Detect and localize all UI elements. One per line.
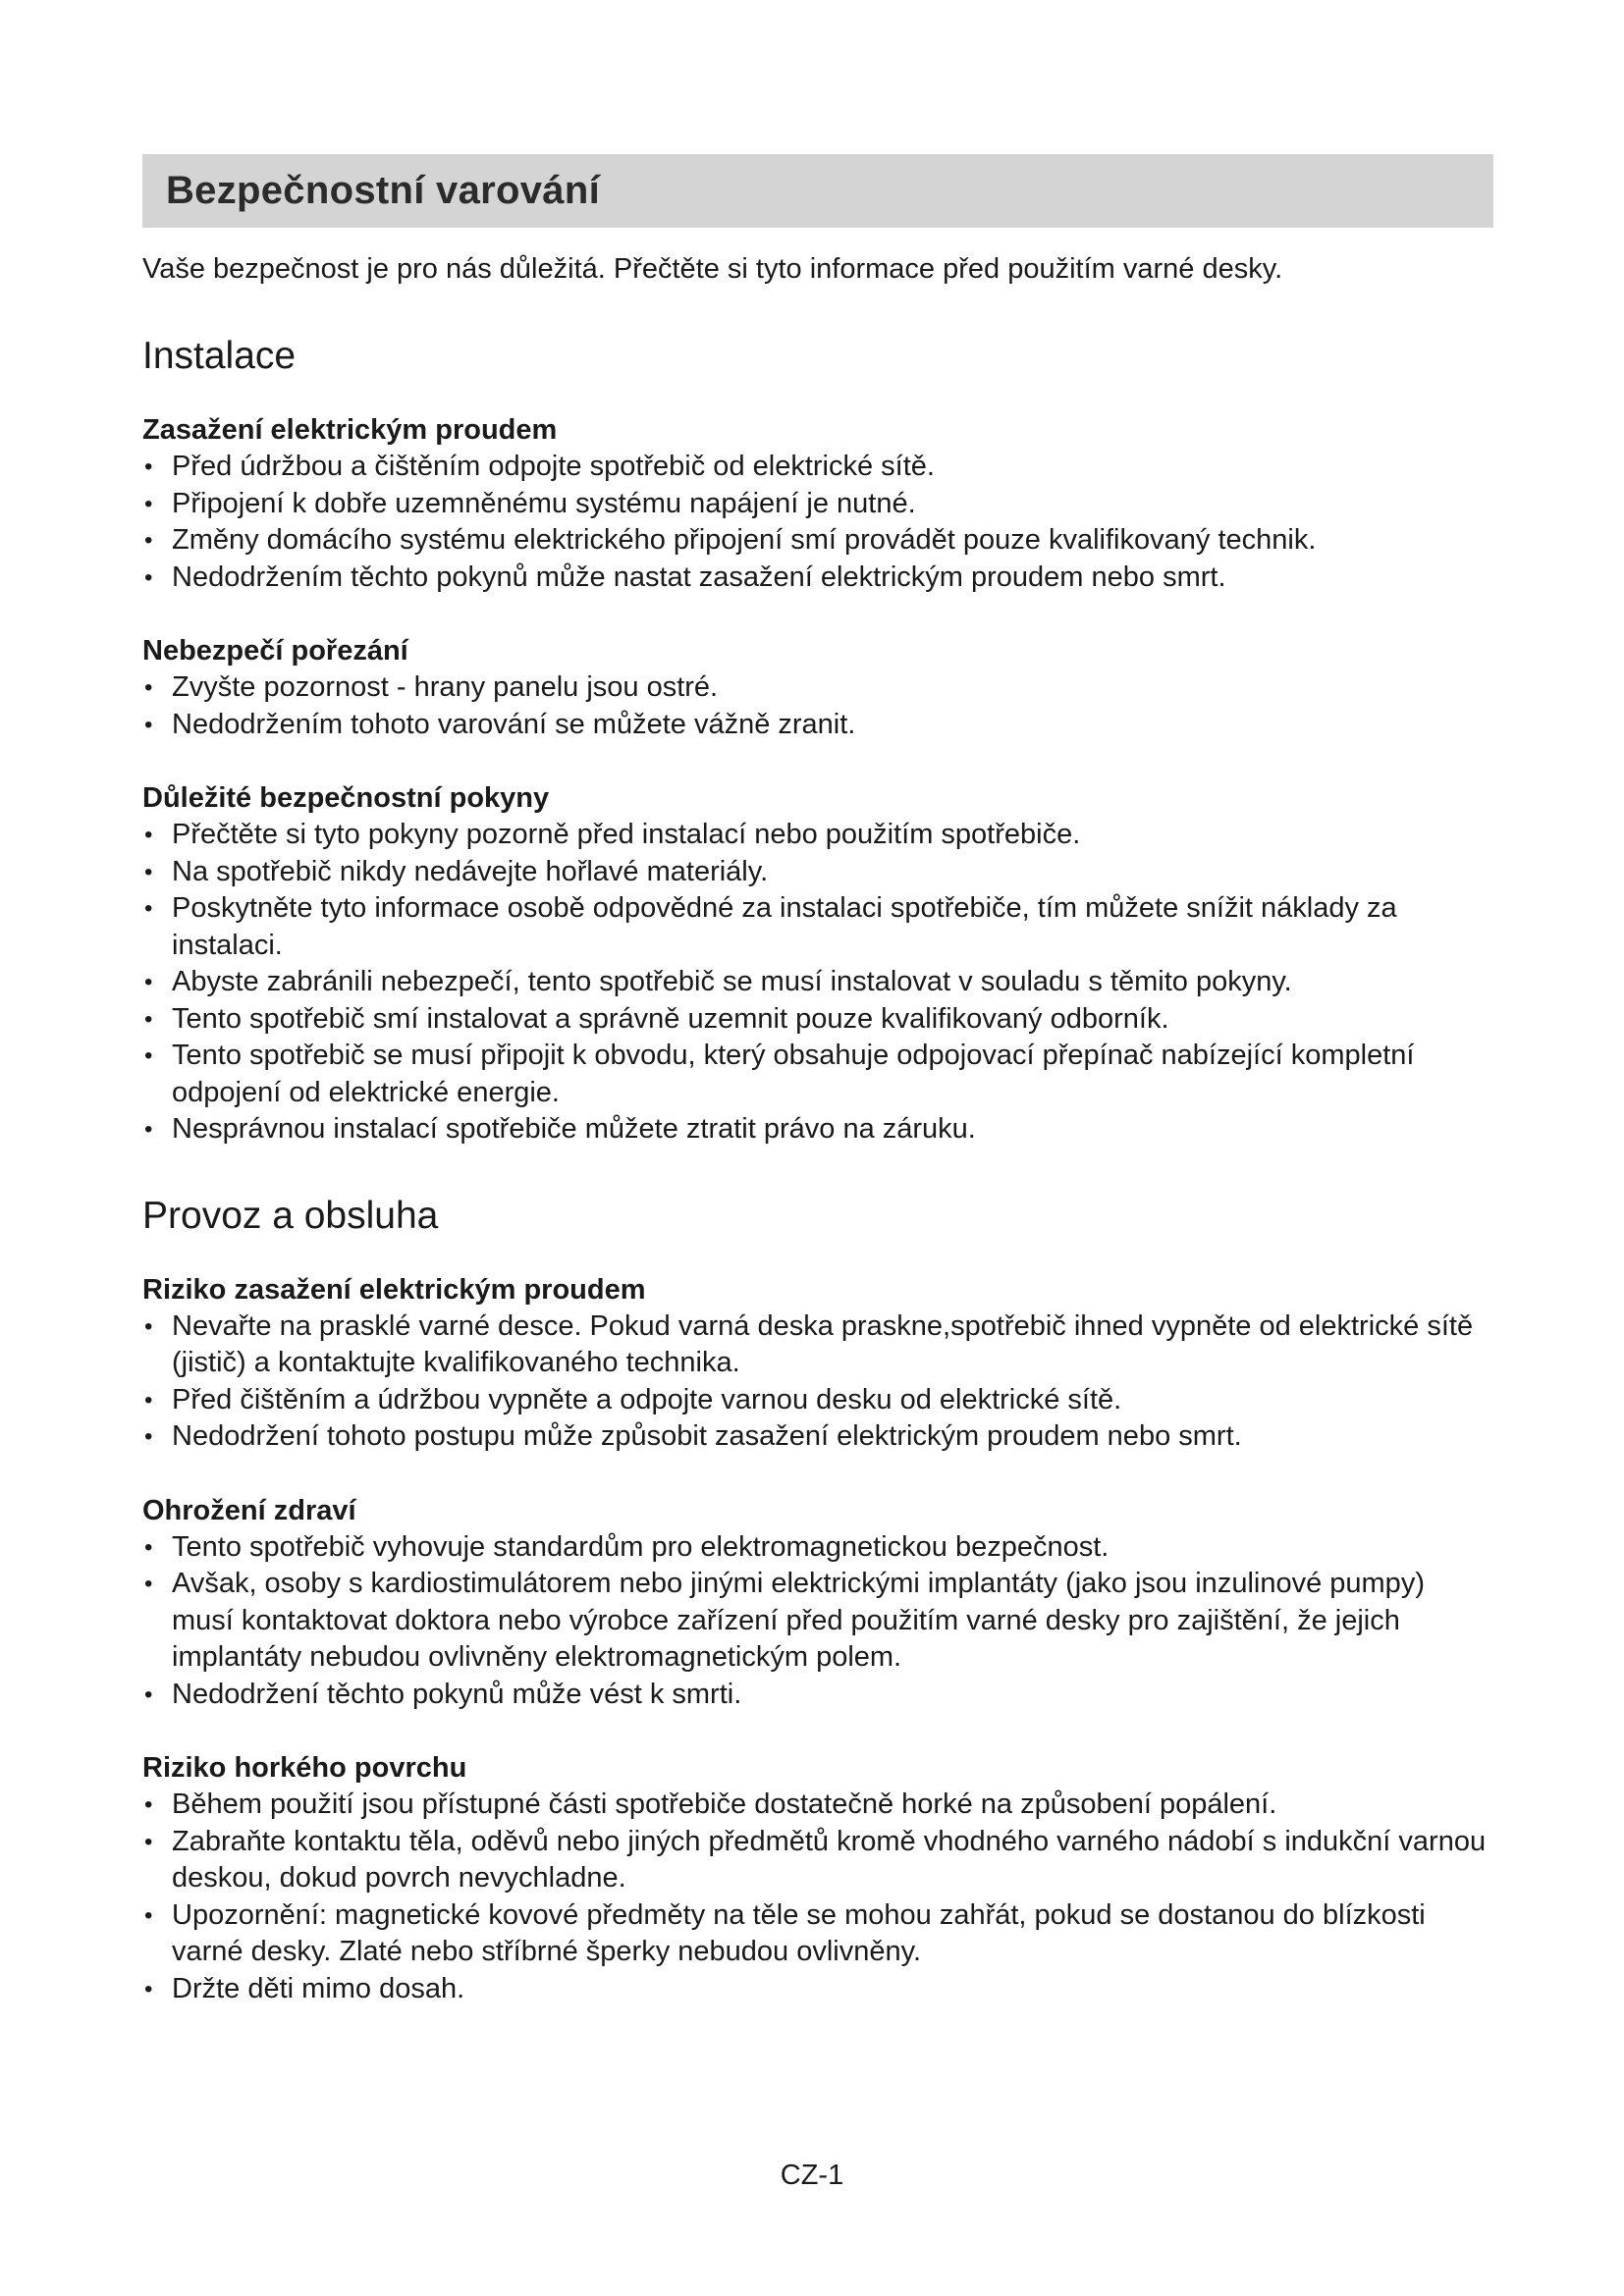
list-item: • Tento spotřebič smí instalovat a správně uzemnit pouze kvalifikovaný odborník. xyxy=(142,1001,1493,1039)
list-item: • Nedodržení těchto pokynů může vést k smrti. xyxy=(142,1677,1493,1714)
list-item: • Během použití jsou přístupné části spotřebiče dostatečně horké na způsobení popálení. xyxy=(142,1787,1493,1824)
list-item: • Nedodržení tohoto postupu může způsobit zasažení elektrickým proudem nebo smrt. xyxy=(142,1418,1493,1456)
group-health-risk xyxy=(142,1493,1493,1714)
list-item: • Připojení k dobře uzemněnému systému napájení je nutné. xyxy=(142,486,1493,523)
group-title: Nebezpečí pořezání xyxy=(142,635,408,667)
bullet-list xyxy=(142,669,1493,743)
list-item: • Nesprávnou instalací spotřebiče můžete ztratit právo na záruku. xyxy=(142,1111,1493,1148)
page-number: CZ-1 xyxy=(780,2160,844,2191)
list-item: • Zvyšte pozornost - hrany panelu jsou ostré. xyxy=(142,669,1493,707)
section-title-instalace: Instalace xyxy=(142,335,297,377)
group-electric-shock xyxy=(142,412,1493,596)
page-title: Bezpečnostní varování xyxy=(166,169,600,212)
group-title: Zasažení elektrickým proudem xyxy=(142,414,558,446)
list-item: • Na spotřebič nikdy nedávejte hořlavé materiály. xyxy=(142,854,1493,891)
bullet-list xyxy=(142,1529,1493,1714)
list-item: • Abyste zabránili nebezpečí, tento spotřebič se musí instalovat v souladu s těmito pokyny. xyxy=(142,964,1493,1001)
group-important-safety xyxy=(142,780,1493,1148)
group-cut-hazard xyxy=(142,633,1493,743)
list-item: • Před údržbou a čištěním odpojte spotřebič od elektrické sítě. xyxy=(142,449,1493,486)
list-item: • Tento spotřebič vyhovuje standardům pro elektromagnetickou bezpečnost. xyxy=(142,1529,1493,1567)
group-title: Důležité bezpečnostní pokyny xyxy=(142,782,550,814)
group-title: Riziko zasažení elektrickým proudem xyxy=(142,1273,646,1306)
section-title-provoz: Provoz a obsluha xyxy=(142,1194,439,1237)
group-title: Ohrožení zdraví xyxy=(142,1494,356,1526)
list-item: • Nedodržením těchto pokynů může nastat zasažení elektrickým proudem nebo smrt. xyxy=(142,560,1493,597)
list-item: • Nevařte na prasklé varné desce. Pokud varná deska praskne,spotřebič ihned vypněte od elektrické sítě (jistič) a kontaktujte kvalifikovaného technika. xyxy=(142,1308,1493,1382)
bullet-list xyxy=(142,817,1493,1148)
list-item: • Před čištěním a údržbou vypněte a odpojte varnou desku od elektrické sítě. xyxy=(142,1382,1493,1419)
bullet-list xyxy=(142,449,1493,596)
bullet-list xyxy=(142,1308,1493,1456)
bullet-list xyxy=(142,1787,1493,2007)
list-item: • Tento spotřebič se musí připojit k obvodu, který obsahuje odpojovací přepínač nabízející kompletní odpojení od elektrické energie. xyxy=(142,1038,1493,1111)
title-band xyxy=(142,154,1493,228)
group-shock-risk xyxy=(142,1272,1493,1456)
intro-text: Vaše bezpečnost je pro nás důležitá. Přečtěte si tyto informace před použitím varné desky. xyxy=(142,253,1283,285)
document-page xyxy=(142,154,1493,2007)
list-item: • Upozornění: magnetické kovové předměty na těle se mohou zahřát, pokud se dostanou do blízkosti varné desky. Zlaté nebo stříbrné šperky nebudou ovlivněny. xyxy=(142,1897,1493,1971)
list-item: • Přečtěte si tyto pokyny pozorně před instalací nebo použitím spotřebiče. xyxy=(142,817,1493,854)
list-item: • Nedodržením tohoto varování se můžete vážně zranit. xyxy=(142,707,1493,744)
list-item: • Zabraňte kontaktu těla, oděvů nebo jiných předmětů kromě vhodného varného nádobí s indukční varnou deskou, dokud povrch nevychladne. xyxy=(142,1824,1493,1897)
group-title: Riziko horkého povrchu xyxy=(142,1752,467,1784)
list-item: • Držte děti mimo dosah. xyxy=(142,1971,1493,2008)
group-hot-surface xyxy=(142,1750,1493,2007)
list-item: • Poskytněte tyto informace osobě odpovědné za instalaci spotřebiče, tím můžete snížit náklady za instalaci. xyxy=(142,890,1493,964)
list-item: • Změny domácího systému elektrického připojení smí provádět pouze kvalifikovaný technik. xyxy=(142,522,1493,560)
list-item: • Avšak, osoby s kardiostimulátorem nebo jinými elektrickými implantáty (jako jsou inzulinové pumpy) musí kontaktovat doktora nebo výrobce zařízení před použitím varné desky pro zajištění, že jejich implantáty nebudou ovlivněny elektromagnetickým polem. xyxy=(142,1566,1493,1677)
